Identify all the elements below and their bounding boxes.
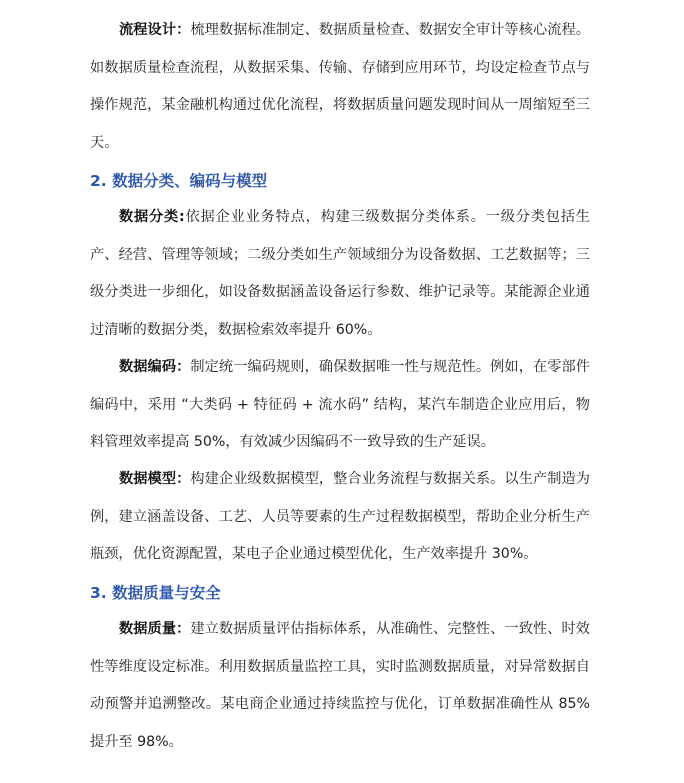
section-heading-2: 2. 数据分类、编码与模型: [90, 172, 268, 190]
paragraph-label: 数据质量：: [119, 621, 191, 637]
paragraph-text: 梳理数据标准制定、数据质量检查、数据安全审计等核心流程。如数据质量检查流程，从数据采集、传输、存储到应用环节，均设定检查节点与操作规范，某金融机构通过优化流程，将数据质量问题发现时间从一周缩短至三天。: [90, 22, 590, 151]
paragraph-data-encoding: [90, 349, 590, 462]
paragraph-data-quality: [90, 611, 590, 761]
paragraph-label: 流程设计：: [119, 22, 191, 38]
paragraph-text: 制定统一编码规则，确保数据唯一性与规范性。例如，在零部件编码中，采用 “大类码 + 特征码 + 流水码” 结构，某汽车制造企业应用后，物料管理效率提高 50%，有效减少因编码不一致导致的生产延误。: [90, 359, 590, 450]
section-heading-3: 3. 数据质量与安全: [90, 584, 221, 602]
paragraph-process-design: [90, 12, 590, 162]
paragraph-text: 建立数据质量评估指标体系，从准确性、完整性、一致性、时效性等维度设定标准。利用数据质量监控工具，实时监测数据质量，对异常数据自动预警并追溯整改。某电商企业通过持续监控与优化，订单数据准确性从 85%提升至 98%。: [90, 621, 590, 750]
paragraph-text: 依据企业业务特点，构建三级数据分类体系。一级分类包括生产、经营、管理等领域；二级分类如生产领域细分为设备数据、工艺数据等；三级分类进一步细化，如设备数据涵盖设备运行参数、维护记录等。某能源企业通过清晰的数据分类，数据检索效率提升 60%。: [90, 209, 590, 338]
paragraph-data-model: [90, 461, 590, 574]
paragraph-label: 数据模型：: [119, 471, 191, 487]
paragraph-label: 数据分类:: [119, 209, 185, 225]
paragraph-text: 构建企业级数据模型，整合业务流程与数据关系。以生产制造为例，建立涵盖设备、工艺、人员等要素的生产过程数据模型，帮助企业分析生产瓶颈，优化资源配置，某电子企业通过模型优化，生产效率提升 30%。: [90, 471, 590, 562]
paragraph-data-classification: [90, 199, 590, 349]
paragraph-label: 数据编码：: [119, 359, 191, 375]
